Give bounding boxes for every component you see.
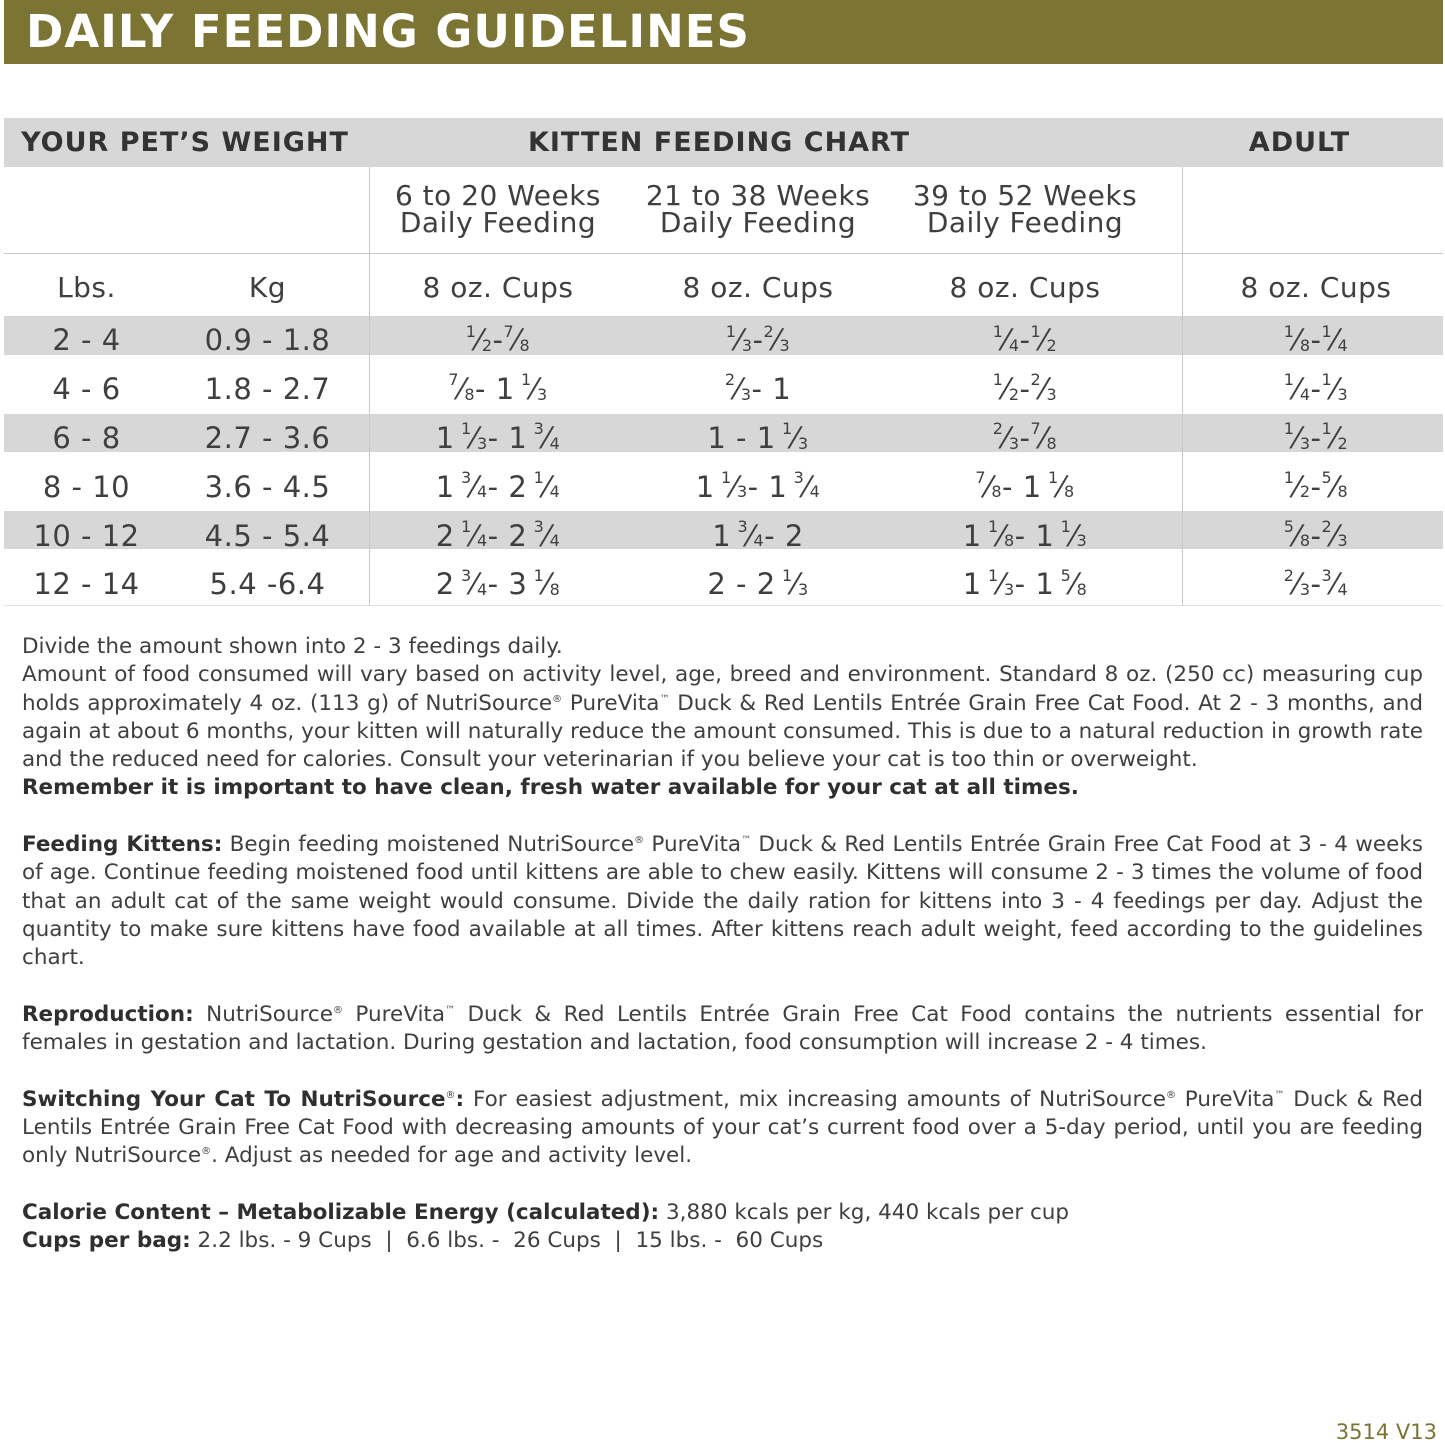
unit-cups: 8 oz. Cups	[1240, 270, 1392, 304]
registered-mark: ®	[1165, 1089, 1176, 1101]
cups-per-bag-note	[22, 1227, 1423, 1255]
water-note	[22, 774, 1423, 802]
note-text: PureVita	[644, 832, 742, 858]
kitten-21-38-cell: $^1$ ⁄ $_3$ - $^2$ ⁄ $_3$	[725, 321, 791, 358]
trademark-mark: ™	[445, 1004, 456, 1016]
unit-kg: Kg	[248, 270, 287, 304]
weight-lbs-cell: 6 - 8	[52, 420, 121, 455]
registered-mark: ®	[332, 1004, 343, 1016]
weight-header: YOUR PET’S WEIGHT	[21, 127, 349, 158]
note-text: Begin feeding moistened NutriSource	[222, 832, 635, 858]
registered-mark: ®	[445, 1089, 456, 1101]
weight-lbs-cell: 8 - 10	[42, 469, 131, 504]
unit-cups: 8 oz. Cups	[949, 270, 1101, 304]
registered-mark: ®	[552, 693, 563, 705]
kitten-39-52-cell: $^7$ ⁄ $_8$ - 1 $^1$ ⁄ $_8$	[975, 467, 1075, 504]
note-text: Duck & Red Lentils Entrée Grain Free Cat Food. At 2 - 3 months, and again at about 6 months, your kitten will naturally reduce the amount consumed. This is due to a natural reduction in growth rate and the reduced need for calories. Consult your veterinarian if you believe your cat is too thin or overweight.	[22, 690, 1423, 773]
age-range-label: 39 to 52 Weeks	[912, 179, 1138, 212]
weight-lbs-cell: 4 - 6	[52, 372, 121, 407]
spacer	[22, 1171, 1423, 1199]
note-label: :	[455, 1086, 465, 1112]
note-text: For easiest adjustment, mix increasing amounts of NutriSource	[464, 1086, 1166, 1112]
adult-cell: $^2$ ⁄ $_3$ - $^3$ ⁄ $_4$	[1283, 565, 1349, 602]
age-range-header-2	[628, 178, 888, 240]
weight-lbs-cell: 2 - 4	[52, 323, 121, 358]
divide-note	[22, 633, 1423, 661]
kitten-21-38-cell: 2 - 2 $^1$ ⁄ $_3$	[707, 565, 809, 602]
trademark-mark: ™	[659, 693, 670, 705]
weight-kg-cell: 0.9 - 1.8	[204, 323, 331, 358]
trademark-mark: ™	[741, 834, 752, 846]
weight-kg-cell: 3.6 - 4.5	[204, 469, 331, 504]
feeding-table	[0, 118, 1445, 608]
weight-lbs-cell: 10 - 12	[33, 518, 140, 553]
weight-kg-cell: 2.7 - 3.6	[204, 420, 331, 455]
note-label: Reproduction:	[22, 1001, 194, 1027]
kitten-39-52-cell: $^1$ ⁄ $_2$ - $^2$ ⁄ $_3$	[992, 370, 1058, 407]
weight-lbs-cell: 12 - 14	[33, 567, 140, 602]
weight-kg-cell: 5.4 -6.4	[209, 567, 326, 602]
note-label: Cups per bag:	[22, 1228, 191, 1254]
kitten-39-52-cell: $^1$ ⁄ $_4$ - $^1$ ⁄ $_2$	[992, 321, 1058, 358]
kitten-21-38-cell: $^2$ ⁄ $_3$ - 1	[724, 370, 792, 407]
kitten-21-38-cell: 1 $^3$ ⁄ $_4$ - 2	[712, 516, 804, 553]
divider	[4, 253, 1443, 254]
note-text: Amount of food consumed will vary based on activity level, age, breed and environment. Standard 8 oz. (250 cc) measuring cup holds approximately 4 oz. (113 g) of NutriSource	[22, 662, 1423, 716]
kitten-header: KITTEN FEEDING CHART	[527, 127, 911, 158]
kitten-39-52-cell: $^2$ ⁄ $_3$ - $^7$ ⁄ $_8$	[992, 419, 1058, 455]
kitten-39-52-cell: 1 $^1$ ⁄ $_8$ - 1 $^1$ ⁄ $_3$	[962, 516, 1088, 553]
age-range-header-1	[370, 178, 626, 240]
kitten-6-20-cell: 2 $^1$ ⁄ $_4$ - 2 $^3$ ⁄ $_4$	[435, 516, 561, 553]
adult-header: ADULT	[1248, 127, 1351, 158]
kitten-21-38-cell: 1 - 1 $^1$ ⁄ $_3$	[707, 419, 809, 455]
reproduction-note	[22, 1001, 1423, 1058]
note-text: PureVita	[562, 690, 660, 716]
note-text: . Adjust as needed for age and activity level.	[211, 1143, 693, 1169]
daily-feeding-label: Daily Feeding	[399, 206, 597, 239]
spacer	[22, 973, 1423, 1001]
kitten-6-20-cell: $^1$ ⁄ $_2$ - $^7$ ⁄ $_8$	[465, 321, 531, 358]
switching-note	[22, 1086, 1423, 1171]
registered-mark: ®	[201, 1146, 212, 1158]
spacer	[22, 803, 1423, 831]
unit-cups: 8 oz. Cups	[422, 270, 574, 304]
note-text: Remember it is important to have clean, fresh water available for your cat at all times.	[22, 775, 1079, 801]
spacer	[22, 1057, 1423, 1085]
unit-cups: 8 oz. Cups	[682, 270, 834, 304]
adult-cell: $^1$ ⁄ $_3$ - $^1$ ⁄ $_2$	[1283, 419, 1349, 455]
feeding-kittens-note	[22, 831, 1423, 972]
age-range-label: 6 to 20 Weeks	[394, 179, 602, 212]
title-banner	[4, 0, 1443, 64]
age-range-header-3	[890, 178, 1160, 240]
kitten-6-20-cell: $^7$ ⁄ $_8$ - 1 $^1$ ⁄ $_3$	[448, 370, 548, 407]
note-text: 3,880 kcals per kg, 440 kcals per cup	[659, 1199, 1070, 1225]
note-text: NutriSource	[193, 1001, 333, 1027]
adult-cell: $^1$ ⁄ $_4$ - $^1$ ⁄ $_3$	[1283, 370, 1349, 407]
note-label: Feeding Kittens:	[22, 832, 223, 858]
kitten-39-52-cell: 1 $^1$ ⁄ $_3$ - 1 $^5$ ⁄ $_8$	[962, 565, 1088, 602]
unit-lbs: Lbs.	[57, 270, 116, 304]
note-text: Duck & Red Lentils Entrée Grain Free Cat Food at 3 - 4 weeks of age. Continue feeding moistened food until kittens are able to chew easily. Kittens will consume 2 - 3 times the volume of food that an adult cat of the same weight would consume. Divide the daily ration for kittens into 3 - 4 feedings per day. Adjust the quantity to make sure kittens have food available at all times. After kittens reach adult weight, feed according to the guidelines chart.	[22, 832, 1423, 971]
amount-note	[22, 661, 1423, 774]
weight-kg-cell: 1.8 - 2.7	[204, 372, 331, 407]
adult-cell: $^1$ ⁄ $_8$ - $^1$ ⁄ $_4$	[1283, 321, 1349, 358]
kitten-6-20-cell: 1 $^1$ ⁄ $_3$ - 1 $^3$ ⁄ $_4$	[435, 419, 561, 455]
note-text: Divide the amount shown into 2 - 3 feedings daily.	[22, 634, 563, 659]
note-text: PureVita	[342, 1001, 446, 1027]
calorie-note	[22, 1199, 1423, 1227]
note-text: PureVita	[1175, 1086, 1275, 1112]
note-label: Switching Your Cat To NutriSource	[22, 1086, 446, 1112]
weight-kg-cell: 4.5 - 5.4	[204, 518, 331, 553]
note-text: 2.2 lbs. - 9 Cups | 6.6 lbs. - 26 Cups | 15 lbs. - 60 Cups	[190, 1228, 824, 1254]
age-range-label: 21 to 38 Weeks	[645, 179, 871, 212]
kitten-6-20-cell: 1 $^3$ ⁄ $_4$ - 2 $^1$ ⁄ $_4$	[435, 467, 561, 504]
trademark-mark: ™	[1274, 1089, 1285, 1101]
daily-feeding-label: Daily Feeding	[926, 206, 1124, 239]
page-title: DAILY FEEDING GUIDELINES	[26, 5, 750, 58]
daily-feeding-label: Daily Feeding	[659, 206, 857, 239]
registered-mark: ®	[634, 834, 645, 846]
feeding-notes	[22, 633, 1423, 1256]
kitten-6-20-cell: 2 $^3$ ⁄ $_4$ - 3 $^1$ ⁄ $_8$	[435, 565, 561, 602]
adult-cell: $^1$ ⁄ $_2$ - $^5$ ⁄ $_8$	[1283, 467, 1349, 504]
kitten-21-38-cell: 1 $^1$ ⁄ $_3$ - 1 $^3$ ⁄ $_4$	[695, 467, 821, 504]
product-code: 3514 V13	[1335, 1420, 1437, 1444]
note-text: Duck & Red Lentils Entrée Grain Free Cat Food contains the nutrients essential for females in gestation and lactation. During gestation and lactation, food consumption will increase 2 - 4 times.	[22, 1001, 1423, 1056]
note-label: Calorie Content – Metabolizable Energy (calculated):	[22, 1199, 660, 1225]
adult-cell: $^5$ ⁄ $_8$ - $^2$ ⁄ $_3$	[1283, 516, 1349, 553]
note-text: Duck & Red Lentils Entrée Grain Free Cat Food with decreasing amounts of your cat’s current food over a 5-day period, until you are feeding only NutriSource	[22, 1086, 1423, 1169]
